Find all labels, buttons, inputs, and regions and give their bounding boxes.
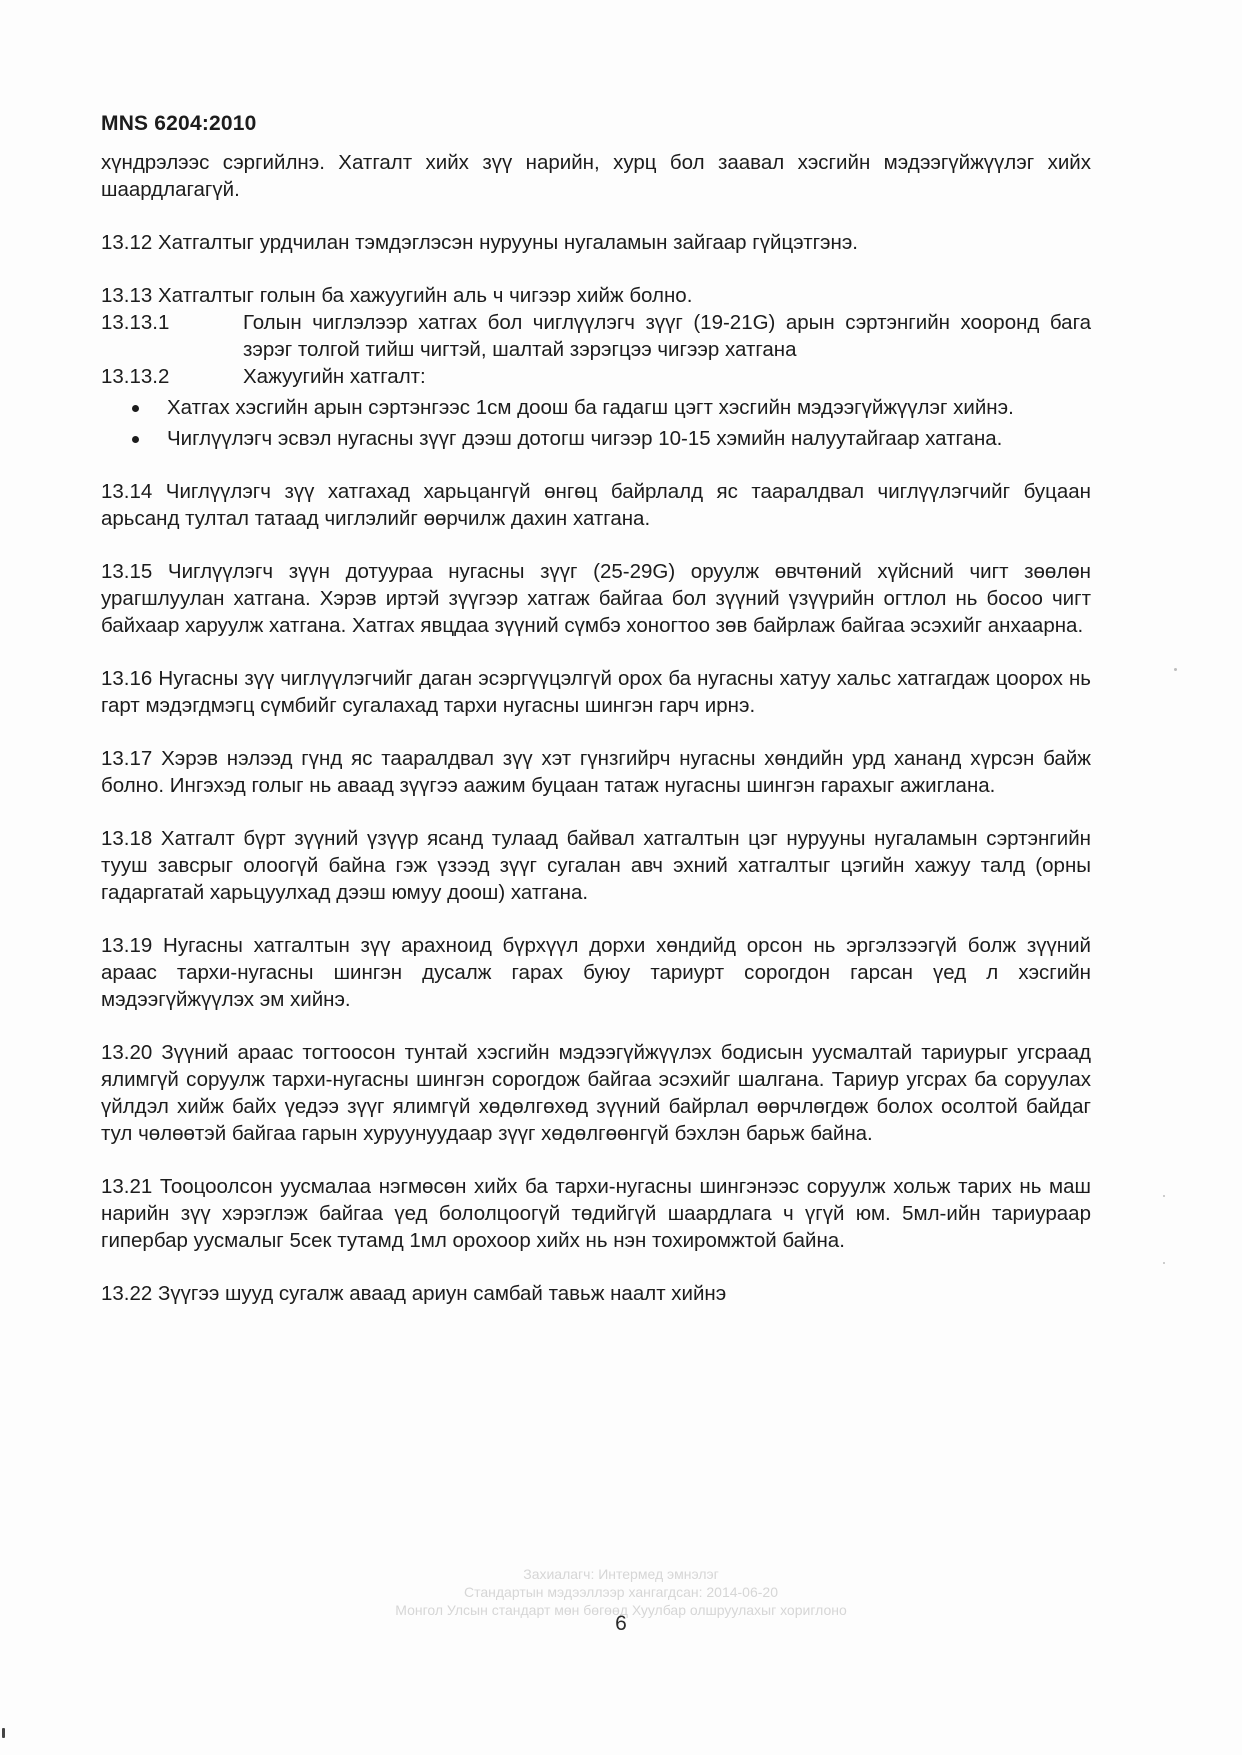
section-text: Хажуугийн хатгалт: (243, 365, 426, 388)
section-13-20: 13.20 Зүүний араас тогтоосон тунтай хэсгийн мэдээгүйжүүлэх бодисын уусмалтай тариурыг угсраад ялимгүй соруулж тархи-нугасны шингэн сорогдож байгаа эсэхийг шалгана. Тариур угсрах ба соруулах үйлдэл хийж байх үедээ зүүг ялимгүй хөдөлгөхөд зүүний байрлал өөрчлөгдөж болох осолтой байдаг тул чөлөөтэй байгаа гарын хуруунуудаар зүүг хөдөлгөөнгүй бэхлэн барьж байна. (101, 1041, 1091, 1145)
section-13-22: 13.22 Зүүгээ шууд сугалж аваад ариун самбай тавьж наалт хийнэ (101, 1282, 727, 1305)
watermark-line: Захиалагч: Интермед эмнэлэг (523, 1566, 719, 1582)
scan-speck (1163, 1195, 1165, 1197)
watermark-line: Монгол Улсын стандарт мөн бөгөөд Хуулбар олшруулахыг хориглоно (395, 1602, 847, 1618)
section-13-21: 13.21 Тооцоолсон уусмалаа нэгмөсөн хийх ба тархи-нугасны шингэнээс соруулж хольж тарих нь маш нарийн зүү хэрэглэж байгаа үед бололцоогүй төдийгүй шаардлага ч үгүй юм. 5мл-ийн тариураар гипербар уусмалыг 5сек тутамд 1мл орохоор хийх нь нэн тохиромжтой байна. (101, 1175, 1091, 1252)
watermark-line: Стандартын мэдээллээр хангагдсан: 2014-06-20 (464, 1584, 778, 1600)
document-body (101, 110, 1091, 1307)
scan-edge-mark (2, 1728, 5, 1738)
list-item (101, 425, 1091, 452)
section-13-14: 13.14 Чиглүүлэгч зүү хатгахад харьцангүй өнгөц байрлалд яс тааралдвал чиглүүлэгчийг буцаан арьсанд тултал татаад чиглэлийг өөрчилж дахин хатгана. (101, 480, 1091, 530)
bullet-icon (132, 405, 139, 412)
section-number: 13.13.1 (101, 311, 170, 334)
bullet-list (101, 394, 1091, 452)
section-13-16: 13.16 Нугасны зүү чиглүүлэгчийг даган эсэргүүцэлгүй орох ба нугасны хатуу хальс хатгагдаж цоорох нь гарт мэдэгдмэгц сүмбийг сугалахад тархи нугасны шингэн гарч ирнэ. (101, 667, 1091, 717)
list-item-text: Хатгах хэсгийн арын сэртэнгээс 1см доош ба гадагш цэгт хэсгийн мэдээгүйжүүлэг хийнэ. (167, 396, 1014, 419)
bullet-icon (132, 436, 139, 443)
list-item-text: Чиглүүлэгч эсвэл нугасны зүүг дээш дотогш чигээр 10-15 хэмийн налуутайгаар хатгана. (167, 427, 1003, 450)
section-13-12: 13.12 Хатгалтыг урдчилан тэмдэглэсэн нурууны нугаламын зайгаар гүйцэтгэнэ. (101, 231, 858, 254)
section-text: Голын чиглэлээр хатгах бол чиглүүлэгч зүүг (19-21G) арын сэртэнгийн хооронд бага зэрэг толгой тийш чигтэй, шалтай зэрэгцээ чигээр хатгана (243, 311, 1091, 361)
scan-speck (1163, 1262, 1165, 1264)
page-number: 6 (615, 1612, 627, 1635)
scan-speck (1174, 668, 1177, 671)
section-13-15: 13.15 Чиглүүлэгч зүүн дотуураа нугасны зүүг (25-29G) оруулж өвчтөний хүйсний чигт зөөлөн урагшлуулан хатгана. Хэрэв иртэй зүүгээр хатгаж байгаа бол зүүний үзүүрийн огтлол нь босоо чигт байхаар харуулж хатгана. Хатгах явцдаа зүүний сүмбэ хоногтоо зөв байрлаж байгаа эсэхийг анхаарна. (101, 560, 1091, 637)
section-13-18: 13.18 Хатгалт бүрт зүүний үзүүр ясанд тулаад байвал хатгалтын цэг нурууны нугаламын сэртэнгийн тууш завсрыг олоогүй байна гэж үзээд зүүг сугалан авч эхний хатгалтыг цэгийн хажуу талд (орны гадаргатай харьцуулхад дээш юмуу доош) хатгана. (101, 827, 1091, 904)
section-13-13: 13.13 Хатгалтыг голын ба хажуугийн аль ч чигээр хийж болно. (101, 284, 693, 307)
section-13-13-1 (101, 309, 1091, 363)
list-item (101, 394, 1091, 421)
standard-header: MNS 6204:2010 (101, 112, 257, 135)
section-13-17: 13.17 Хэрэв нэлээд гүнд яс тааралдвал зүү хэт гүнзгийрч нугасны хөндийн урд хананд хүрсэн байж болно. Ингэхэд голыг нь аваад зүүгээ аажим буцаан татаж нугасны шингэн гарахыг ажиглана. (101, 747, 1091, 797)
intro-paragraph: хүндрэлээс сэргийлнэ. Хатгалт хийх зүү нарийн, хурц бол заавал хэсгийн мэдээгүйжүүлэг хийх шаардлагагүй. (101, 151, 1091, 201)
section-number: 13.13.2 (101, 365, 170, 388)
section-13-13-2 (101, 363, 1091, 390)
section-13-19: 13.19 Нугасны хатгалтын зүү арахноид бүрхүүл дорхи хөндийд орсон нь эргэлзээгүй болж зүүний араас тархи-нугасны шингэн дусалж гарах буюу тариурт сорогдон гарсан үед л хэсгийн мэдээгүйжүүлэх эм хийнэ. (101, 934, 1091, 1011)
